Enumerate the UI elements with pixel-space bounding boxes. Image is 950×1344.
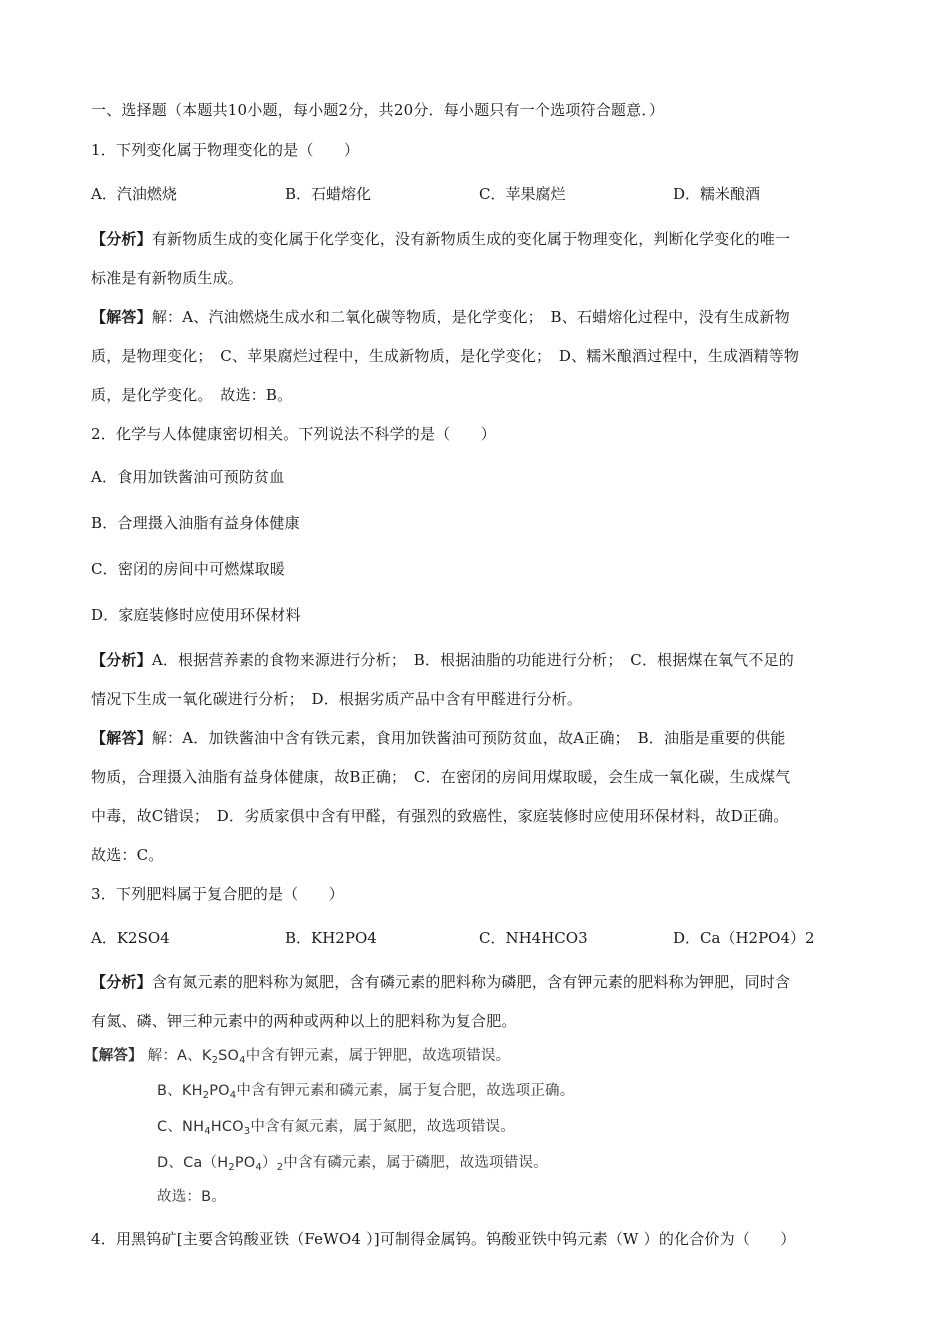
q3-answer-line-d: D、$Ca(H_2PO_4)_2$中含有磷元素，属于磷肥，故选项错误。	[157, 1155, 548, 1173]
q3-answer-end: 故选：B。	[157, 1189, 226, 1205]
q1-analysis-line-1: 【分析】有新物质生成的变化属于化学变化，没有新物质生成的变化属于物理变化，判断化学变化的唯一	[91, 230, 791, 248]
q3-option-c: C．NH4HCO3	[479, 929, 588, 947]
analysis-tag: 【分析】	[91, 651, 152, 669]
q1-answer-line-3: 质，是化学变化。 故选：B。	[91, 386, 293, 404]
question-1-stem: 1．下列变化属于物理变化的是（ ）	[91, 141, 360, 159]
q1-analysis-line-2: 标准是有新物质生成。	[91, 269, 244, 287]
answer-tag: 【解答】	[84, 1048, 143, 1064]
q3-answer-line-b: B、$KH_2PO_4$中含有钾元素和磷元素，属于复合肥，故选项正确。	[157, 1083, 575, 1101]
q2-option-b: B．合理摄入油脂有益身体健康	[91, 514, 300, 532]
q2-answer-line-4: 故选：C。	[91, 846, 164, 864]
answer-tag: 【解答】	[91, 729, 152, 747]
question-4-stem: 4．用黑钨矿[主要含钨酸亚铁（FeWO4 ）]可制得金属钨。钨酸亚铁中钨元素（W ）的化合价为（ ）	[91, 1230, 796, 1248]
q2-option-c: C．密闭的房间中可燃煤取暖	[91, 560, 286, 578]
q1-option-a: A．汽油燃烧	[91, 185, 177, 203]
q1-option-d: D．糯米酿酒	[673, 185, 761, 203]
q1-option-b: B．石蜡熔化	[285, 185, 372, 203]
q2-analysis-line-2: 情况下生成一氧化碳进行分析； D．根据劣质产品中含有甲醛进行分析。	[91, 690, 583, 708]
q3-answer-line-a: 【解答】 解：A、$K_2SO_4$中含有钾元素，属于钾肥，故选项错误。	[84, 1048, 511, 1066]
q2-option-a: A．食用加铁酱油可预防贫血	[91, 468, 285, 486]
analysis-tag: 【分析】	[91, 230, 152, 248]
q1-answer-line-1: 【解答】解：A、汽油燃烧生成水和二氧化碳等物质，是化学变化； B、石蜡熔化过程中，没有生成新物	[91, 308, 790, 326]
analysis-tag: 【分析】	[91, 973, 152, 991]
q2-answer-line-3: 中毒，故C错误； D．劣质家俱中含有甲醛，有强烈的致癌性，家庭装修时应使用环保材料，故D正确。	[91, 807, 789, 825]
q2-analysis-line-1: 【分析】A．根据营养素的食物来源进行分析； B．根据油脂的功能进行分析； C．根据煤在氧气不足的	[91, 651, 794, 669]
q1-answer-line-2: 质，是物理变化； C、苹果腐烂过程中，生成新物质，是化学变化； D、糯米酿酒过程中，生成酒精等物	[91, 347, 800, 365]
q3-analysis-line-1: 【分析】含有氮元素的肥料称为氮肥，含有磷元素的肥料称为磷肥，含有钾元素的肥料称为钾肥，同时含	[91, 973, 791, 991]
section-header: 一、选择题（本题共10小题，每小题2分，共20分．每小题只有一个选项符合题意．）	[91, 101, 665, 119]
question-2-stem: 2．化学与人体健康密切相关。下列说法不科学的是（ ）	[91, 425, 496, 443]
q3-option-b: B．KH2PO4	[285, 929, 377, 947]
q3-analysis-line-2: 有氮、磷、钾三种元素中的两种或两种以上的肥料称为复合肥。	[91, 1012, 517, 1030]
q3-option-d: D．Ca（H2PO4）2	[673, 929, 815, 947]
q2-answer-line-2: 物质，合理摄入油脂有益身体健康，故B正确； C．在密闭的房间用煤取暖，会生成一氧化碳，生成煤气	[91, 768, 791, 786]
q1-option-c: C．苹果腐烂	[479, 185, 566, 203]
q3-option-a: A．K2SO4	[91, 929, 170, 947]
question-3-stem: 3．下列肥料属于复合肥的是（ ）	[91, 885, 344, 903]
q2-option-d: D．家庭装修时应使用环保材料	[91, 606, 301, 624]
q3-answer-line-c: C、$NH_4HCO_3$中含有氮元素，属于氮肥，故选项错误。	[157, 1119, 515, 1137]
answer-tag: 【解答】	[91, 308, 152, 326]
q2-answer-line-1: 【解答】解：A．加铁酱油中含有铁元素，食用加铁酱油可预防贫血，故A正确； B．油脂是重要的供能	[91, 729, 786, 747]
